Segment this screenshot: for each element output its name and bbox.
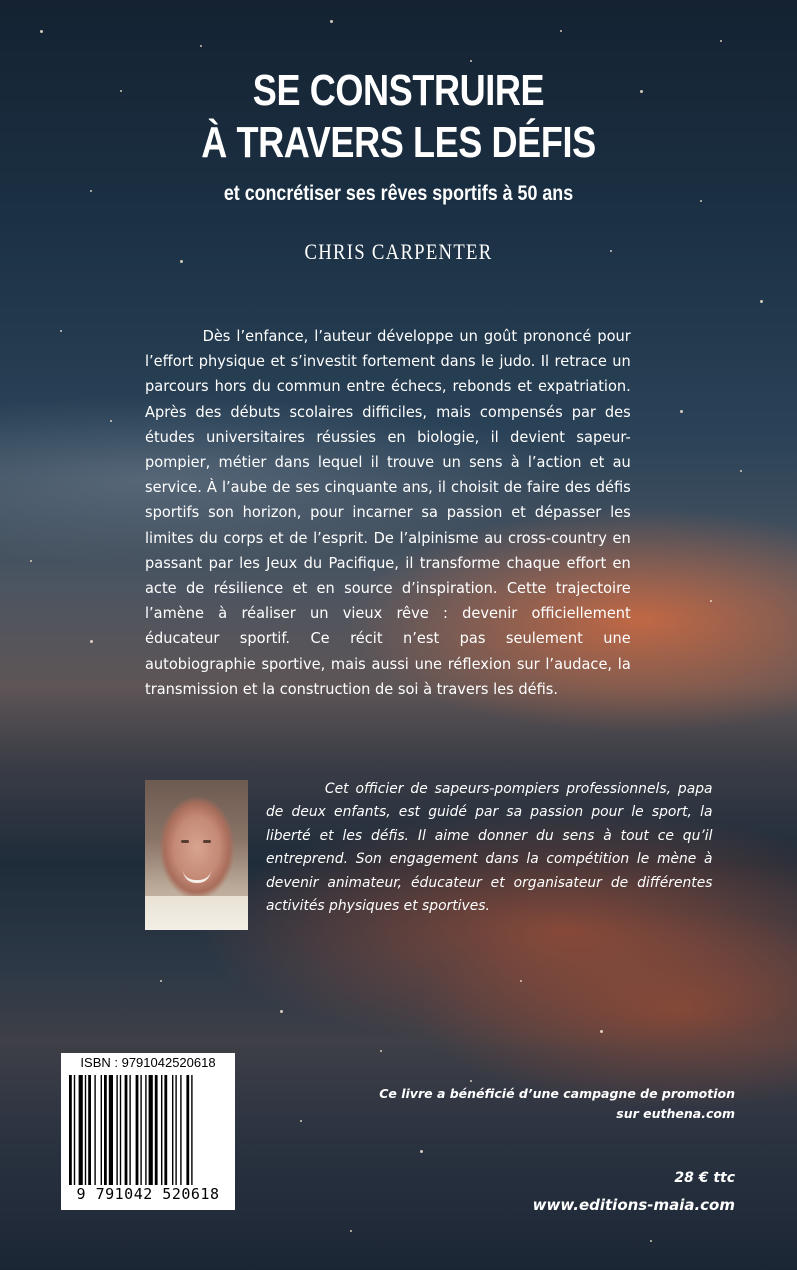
isbn-label: ISBN : 9791042520618 [80,1055,216,1070]
promo-line-2: sur euthena.com [616,1106,735,1121]
isbn-barcode [61,1053,235,1210]
subtitle: et concrétiser ses rêves sportifs à 50 ans [223,182,574,205]
barcode-bars [69,1075,227,1185]
title-line-2: À TRAVERS LES DÉFIS [201,118,596,167]
title-line-1: SE CONSTRUIRE [252,66,545,115]
author-photo [145,780,248,930]
publisher-website: www.editions-maia.com [532,1196,735,1214]
synopsis-text: Dès l’enfance, l’auteur développe un goût prononcé pour l’effort physique et s’investit fortement dans le judo. Il retrace un parcours hors du commun entre échecs, rebonds et expatriation. Après des débuts scolaires difficiles, mais compensés par des études universitaires réussies en biologie, il devient sapeur-pompier, métier dans lequel il trouve un sens à l’action et au service. À l’aube de ses cinquante ans, il choisit de faire des défis sportifs son horizon, pour incarner sa passion et dépasser les limites du corps et de l’esprit. De l’alpinisme au cross-country en passant par les Jeux du Pacifique, il transforme chaque effort en acte de résilience et en source d’inspiration. Cette trajectoire l’amène à réaliser un vieux rêve : devenir officiellement éducateur sportif. Ce récit n’est pas seulement une autobiographie sportive, mais aussi une réflexion sur l’audace, la transmission et la construction de soi à travers les défis. [145,327,631,698]
promo-line-1: Ce livre a bénéficié d’une campagne de promotion [379,1086,735,1101]
price: 28 € ttc [674,1170,735,1186]
author-name: CHRIS CARPENTER [304,239,493,264]
author-bio: Cet officier de sapeurs-pompiers professionnels, papa de deux enfants, est guidé par sa passion pour le sport, la liberté et les défis. Il aime donner du sens à tout ce qu’il entreprend. Son engagement dans la compétition le mène à devenir animateur, éducateur et organisateur de différentes activités physiques et sportives. [266,780,713,915]
isbn-digits: 9 791042 520618 [76,1185,220,1203]
